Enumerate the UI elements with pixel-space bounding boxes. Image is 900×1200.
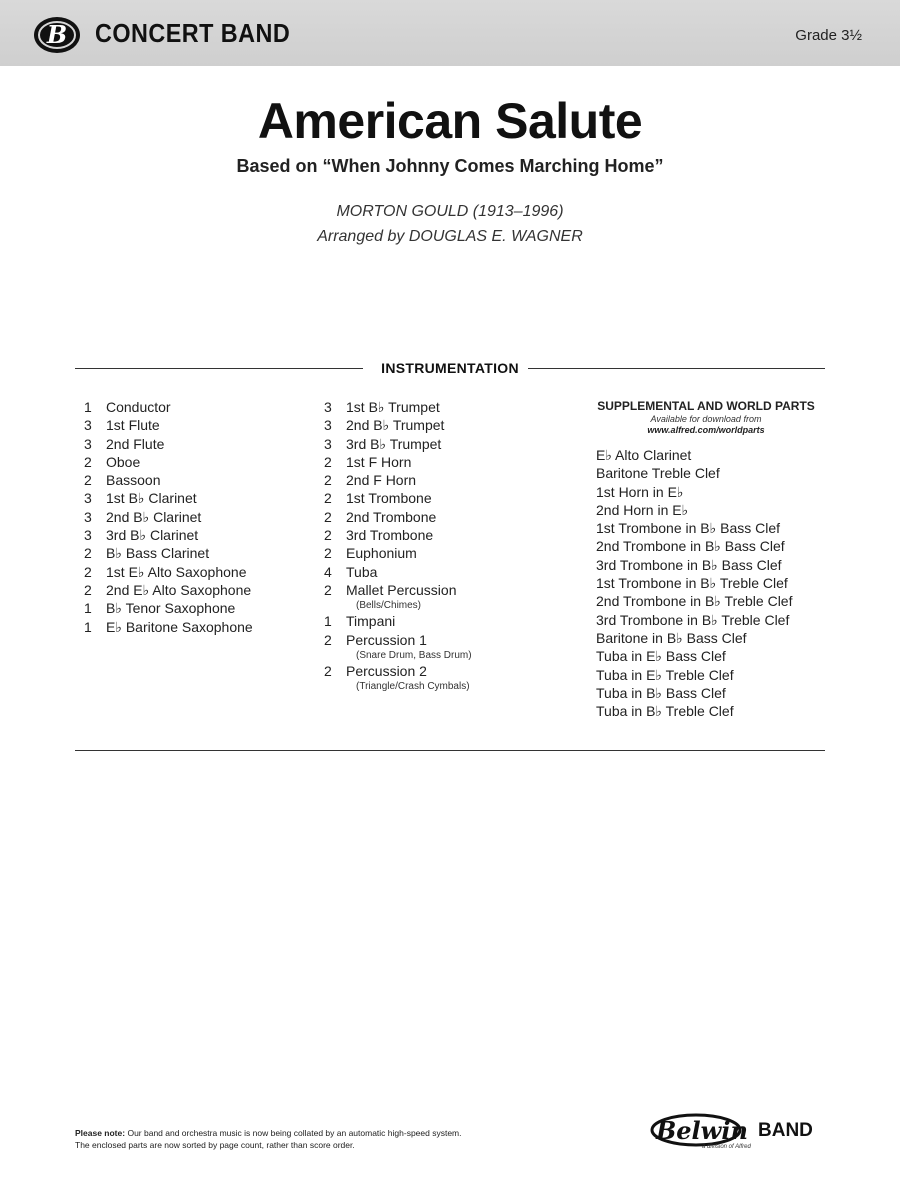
footer-note-line2: The enclosed parts are now sorted by page count, rather than score order. xyxy=(75,1140,355,1150)
supplemental-item: Baritone Treble Clef xyxy=(596,465,720,482)
svg-text:B: B xyxy=(46,20,68,49)
instrument-qty: 3 xyxy=(84,508,92,525)
instrument-name-text: Mallet Percussion xyxy=(346,581,457,598)
instrument-note: (Bells/Chimes) xyxy=(356,600,422,612)
footer-note-label: Please note: xyxy=(75,1128,126,1138)
instrument-name-text: 2nd Trombone xyxy=(346,508,437,525)
instrument-name-text: Bassoon xyxy=(106,472,161,489)
instrument-qty: 1 xyxy=(84,399,92,415)
instrument-list-column-1 xyxy=(84,398,314,636)
supplemental-item: Tuba in B♭ Treble Clef xyxy=(596,703,734,720)
instrument-qty: 2 xyxy=(324,508,332,525)
footer-note-line1: Our band and orchestra music is now being collated by an automatic high-speed system. xyxy=(127,1128,462,1138)
supplemental-list xyxy=(596,446,836,720)
arranger-credit: Arranged by DOUGLAS E. WAGNER xyxy=(317,228,583,245)
instrument-name-text: 3rd B♭ Trumpet xyxy=(346,435,442,452)
supplemental-url: www.alfred.com/worldparts xyxy=(647,425,765,435)
instrumentation-heading: INSTRUMENTATION xyxy=(381,360,519,376)
header-bar xyxy=(0,0,900,66)
instrument-qty: 2 xyxy=(324,453,332,470)
instrument-name xyxy=(346,612,574,630)
instrument-qty: 2 xyxy=(324,490,332,507)
instrument-name-text: B♭ Tenor Saxophone xyxy=(106,600,236,617)
instrument-name xyxy=(346,471,574,489)
instrument-name xyxy=(106,398,314,416)
instrument-name-text: B♭ Bass Clarinet xyxy=(106,545,210,562)
instrument-qty: 3 xyxy=(324,435,332,452)
instrument-row xyxy=(84,599,314,617)
instrument-name-text: Euphonium xyxy=(346,545,417,562)
instrument-name-text: 2nd F Horn xyxy=(346,472,417,489)
instrument-name-text: Percussion 1 xyxy=(346,631,427,648)
instrument-note: (Snare Drum, Bass Drum) xyxy=(356,649,472,661)
instrument-name-text: 3rd B♭ Clarinet xyxy=(106,527,199,544)
instrument-name xyxy=(106,526,314,544)
instrument-name-text: Oboe xyxy=(106,453,141,470)
page-subtitle: Based on “When Johnny Comes Marching Home” xyxy=(236,156,664,176)
instrument-row xyxy=(84,398,314,416)
instrument-name xyxy=(346,662,574,693)
instrument-name-text: 2nd Flute xyxy=(106,435,165,452)
instrument-name xyxy=(106,416,314,434)
instrument-name-text: Conductor xyxy=(106,399,171,415)
supplemental-item: Baritone in B♭ Bass Clef xyxy=(596,629,747,646)
instrument-qty: 2 xyxy=(84,453,92,470)
instrument-qty: 3 xyxy=(84,490,92,507)
supplemental-parts xyxy=(596,398,836,720)
instrument-qty: 3 xyxy=(324,399,332,415)
instrument-row xyxy=(84,544,314,562)
instrument-row xyxy=(324,435,574,453)
instrument-name-text: 2nd E♭ Alto Saxophone xyxy=(106,581,252,598)
instrument-row xyxy=(324,662,574,693)
supplemental-note: Available for download from xyxy=(650,414,762,424)
instrument-name xyxy=(346,398,574,416)
supplemental-item: 3rd Trombone in B♭ Treble Clef xyxy=(596,611,790,628)
instrument-row xyxy=(324,631,574,662)
instrument-name-text: 1st F Horn xyxy=(346,453,412,470)
instrument-qty: 2 xyxy=(84,563,92,580)
supplemental-heading: SUPPLEMENTAL AND WORLD PARTS xyxy=(597,399,815,413)
instrument-row xyxy=(324,544,574,562)
instrument-row xyxy=(84,581,314,599)
supplemental-item: Tuba in B♭ Bass Clef xyxy=(596,684,726,701)
instrument-qty: 1 xyxy=(84,618,92,635)
instrument-row xyxy=(324,453,574,471)
instrument-name xyxy=(106,453,314,471)
instrument-row xyxy=(324,612,574,630)
instrument-row xyxy=(84,618,314,636)
instrument-name-text: 1st E♭ Alto Saxophone xyxy=(106,563,247,580)
supplemental-item: Tuba in E♭ Bass Clef xyxy=(596,648,726,665)
instrument-name xyxy=(106,435,314,453)
supplemental-item: 1st Trombone in B♭ Bass Clef xyxy=(596,520,781,537)
instrument-name-text: 1st Trombone xyxy=(346,490,432,507)
instrument-qty: 4 xyxy=(324,563,332,580)
instrument-name xyxy=(346,508,574,526)
instrument-qty: 2 xyxy=(84,581,92,598)
instrument-row xyxy=(84,563,314,581)
instrument-row xyxy=(84,435,314,453)
instrument-qty: 3 xyxy=(84,435,92,452)
instrument-name xyxy=(106,508,314,526)
supplemental-item: 1st Horn in E♭ xyxy=(596,483,684,500)
instrument-qty: 2 xyxy=(324,545,332,562)
instrument-row xyxy=(84,508,314,526)
instrument-name xyxy=(346,453,574,471)
publisher-sub: a division of Alfred xyxy=(702,1144,751,1150)
grade-label: Grade 3½ xyxy=(795,27,862,44)
instrument-name xyxy=(346,489,574,507)
publisher-band: BAND xyxy=(758,1120,813,1141)
instrument-name-text: Timpani xyxy=(346,613,396,630)
supplemental-item: Tuba in E♭ Treble Clef xyxy=(596,666,734,683)
instrument-name xyxy=(346,563,574,581)
bottom-rule xyxy=(75,750,825,751)
instrument-row xyxy=(324,471,574,489)
publisher-name: Belwin xyxy=(656,1116,748,1145)
supplemental-item: 2nd Horn in E♭ xyxy=(596,501,689,518)
instrument-qty: 1 xyxy=(324,613,332,630)
instrument-name xyxy=(346,526,574,544)
instrument-name-text: 1st B♭ Trumpet xyxy=(346,399,440,415)
instrument-list-column-2 xyxy=(324,398,574,693)
instrument-name-text: Percussion 2 xyxy=(346,662,427,679)
instrument-name-text: 2nd B♭ Clarinet xyxy=(106,508,202,525)
instrument-name-text: 2nd B♭ Trumpet xyxy=(346,417,445,434)
instrument-row xyxy=(324,416,574,434)
instrument-row xyxy=(324,526,574,544)
instrument-name xyxy=(106,489,314,507)
instrument-name xyxy=(346,435,574,453)
instrument-name xyxy=(106,599,314,617)
supplemental-item: 3rd Trombone in B♭ Bass Clef xyxy=(596,556,782,573)
instrument-name-text: 3rd Trombone xyxy=(346,527,434,544)
instrument-row xyxy=(324,581,574,612)
instrument-name xyxy=(346,581,574,612)
instrument-name xyxy=(106,563,314,581)
publisher-logo xyxy=(650,1108,830,1156)
instrument-row xyxy=(84,416,314,434)
instrument-qty: 2 xyxy=(324,581,332,598)
instrument-name xyxy=(346,544,574,562)
instrument-qty: 1 xyxy=(84,600,92,617)
supplemental-item: 2nd Trombone in B♭ Bass Clef xyxy=(596,538,785,555)
instrument-qty: 2 xyxy=(84,472,92,489)
instrument-row xyxy=(84,453,314,471)
supplemental-item: E♭ Alto Clarinet xyxy=(596,447,692,463)
instrument-name xyxy=(346,416,574,434)
instrument-name xyxy=(106,581,314,599)
instrument-qty: 3 xyxy=(84,417,92,434)
instrument-row xyxy=(324,398,574,416)
supplemental-item: 2nd Trombone in B♭ Treble Clef xyxy=(596,593,793,610)
instrument-name xyxy=(106,544,314,562)
instrument-qty: 2 xyxy=(324,527,332,544)
supplemental-item: 1st Trombone in B♭ Treble Clef xyxy=(596,575,788,592)
instrument-row xyxy=(84,489,314,507)
instrument-qty: 3 xyxy=(84,527,92,544)
instrument-row xyxy=(324,508,574,526)
instrument-row xyxy=(324,563,574,581)
instrument-name-text: 1st B♭ Clarinet xyxy=(106,490,197,507)
instrument-qty: 3 xyxy=(324,417,332,434)
instrument-name-text: E♭ Baritone Saxophone xyxy=(106,618,253,635)
footer-note xyxy=(75,1127,462,1151)
instrument-row xyxy=(84,471,314,489)
section-rule-right xyxy=(528,368,825,369)
instrument-row xyxy=(84,526,314,544)
instrument-qty: 2 xyxy=(324,662,332,679)
instrument-qty: 2 xyxy=(324,472,332,489)
instrument-qty: 2 xyxy=(324,631,332,648)
instrument-row xyxy=(324,489,574,507)
instrument-note: (Triangle/Crash Cymbals) xyxy=(356,681,470,693)
composer-credit: MORTON GOULD (1913–1996) xyxy=(336,203,564,220)
instrument-name-text: Tuba xyxy=(346,563,378,580)
page-title: American Salute xyxy=(257,93,643,149)
instrument-name xyxy=(106,618,314,636)
series-label: CONCERT BAND xyxy=(95,18,291,48)
belwin-b-logo-icon xyxy=(32,14,82,56)
instrument-name xyxy=(106,471,314,489)
instrument-name xyxy=(346,631,574,662)
instrument-qty: 2 xyxy=(84,545,92,562)
instrument-name-text: 1st Flute xyxy=(106,417,160,434)
